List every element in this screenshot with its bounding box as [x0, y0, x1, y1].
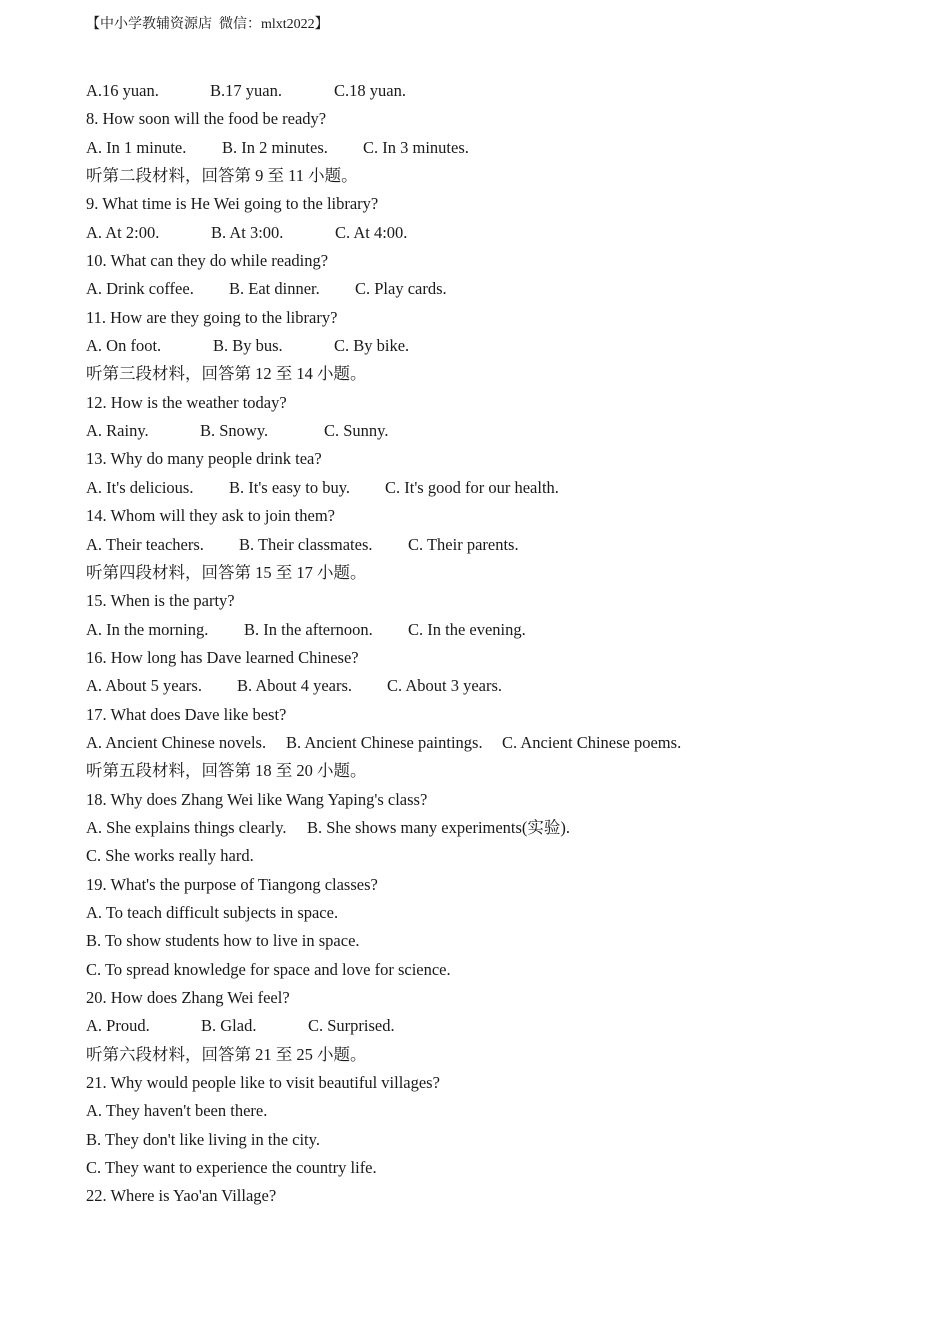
question-text: 8. How soon will the food be ready? [86, 109, 327, 129]
section-instruction: 听第六段材料，回答第 21 至 25 小题。 [86, 1044, 367, 1064]
answer-option: A. It's delicious. [86, 477, 194, 497]
answer-option: B. She shows many experiments(实验). [307, 817, 571, 837]
answer-options-row [86, 77, 681, 105]
question-text: 18. Why does Zhang Wei like Wang Yaping's class? [86, 789, 428, 809]
answer-option: A. Proud. [86, 1016, 150, 1036]
answer-option: A. Ancient Chinese novels. [86, 732, 267, 752]
answer-option: B. In the afternoon. [244, 619, 373, 639]
question-text: 20. How does Zhang Wei feel? [86, 988, 290, 1007]
answer-options-row [86, 332, 681, 360]
question-text: 9. What time is He Wei going to the library? [86, 194, 379, 214]
question-text: A. To teach difficult subjects in space. [86, 902, 339, 922]
question-text: C. She works really hard. [86, 846, 254, 866]
answer-options-row [86, 531, 681, 559]
question-text: 12. How is the weather today? [86, 392, 287, 412]
answer-option: B. It's easy to buy. [229, 477, 351, 497]
answer-option: B. Their classmates. [239, 534, 373, 554]
answer-option: A. On foot. [86, 336, 162, 356]
question-text: 19. What's the purpose of Tiangong classes? [86, 874, 378, 894]
answer-option: B. By bus. [213, 336, 283, 356]
question-text: 13. Why do many people drink tea? [86, 449, 322, 469]
answer-options-row [86, 134, 681, 162]
question-text: 14. Whom will they ask to join them? [86, 506, 335, 526]
answer-options-row [86, 814, 681, 842]
answer-option: C. Surprised. [308, 1016, 395, 1036]
answer-option: A. About 5 years. [86, 676, 202, 696]
answer-option: C. By bike. [334, 336, 410, 356]
question-text: 10. What can they do while reading? [86, 251, 329, 271]
answer-options-row [86, 672, 681, 700]
question-text: 16. How long has Dave learned Chinese? [86, 647, 359, 667]
answer-option: B. At 3:00. [211, 222, 284, 242]
question-text: B. To show students how to live in space. [86, 931, 360, 951]
answer-option: C. Play cards. [355, 279, 447, 299]
answer-option: C. In the evening. [408, 619, 526, 639]
answer-options-row [86, 1012, 681, 1040]
question-text: C. To spread knowledge for space and love for science. [86, 959, 451, 979]
answer-option: C. In 3 minutes. [363, 137, 469, 157]
answer-options-row [86, 219, 681, 247]
answer-option: B. Ancient Chinese paintings. [286, 732, 483, 752]
answer-option: A.16 yuan. [86, 81, 159, 100]
question-text: 11. How are they going to the library? [86, 307, 338, 327]
section-instruction: 听第三段材料，回答第 12 至 14 小题。 [86, 364, 367, 384]
answer-option: C. At 4:00. [335, 222, 408, 242]
question-text: A. They haven't been there. [86, 1101, 268, 1121]
answer-option: A. Their teachers. [86, 534, 204, 554]
question-text: C. They want to experience the country life. [86, 1158, 377, 1178]
section-instruction: 听第四段材料，回答第 15 至 17 小题。 [86, 562, 367, 582]
question-text: 22. Where is Yao'an Village? [86, 1186, 277, 1206]
answer-options-row [86, 275, 681, 303]
answer-option: A. Drink coffee. [86, 279, 194, 299]
answer-option: A. In 1 minute. [86, 137, 187, 157]
answer-option: B. In 2 minutes. [222, 137, 328, 157]
answer-option: C. Ancient Chinese poems. [502, 732, 682, 752]
answer-options-row [86, 474, 681, 502]
answer-option: B. Snowy. [200, 421, 269, 441]
answer-option: C. It's good for our health. [385, 477, 559, 497]
answer-options-row [86, 417, 681, 445]
section-instruction: 听第二段材料，回答第 9 至 11 小题。 [86, 166, 358, 186]
answer-option: B.17 yuan. [210, 81, 282, 100]
answer-option: C.18 yuan. [334, 81, 406, 100]
question-text: 15. When is the party? [86, 591, 235, 611]
answer-option: A. In the morning. [86, 619, 209, 639]
question-text: B. They don't like living in the city. [86, 1129, 320, 1149]
answer-option: B. Glad. [201, 1016, 257, 1036]
page-header: 【中小学教辅资源店 微信：mlxt2022】 [86, 17, 329, 32]
answer-options-row [86, 729, 681, 757]
answer-options-row [86, 616, 681, 644]
section-instruction: 听第五段材料，回答第 18 至 20 小题。 [86, 761, 367, 781]
answer-option: C. Their parents. [408, 534, 519, 554]
question-list [86, 77, 681, 1211]
answer-option: B. About 4 years. [237, 676, 353, 696]
question-text: 17. What does Dave like best? [86, 704, 287, 724]
answer-option: A. At 2:00. [86, 222, 160, 242]
answer-option: A. Rainy. [86, 421, 149, 441]
answer-option: A. She explains things clearly. [86, 817, 287, 837]
answer-option: B. Eat dinner. [229, 279, 320, 299]
answer-option: C. Sunny. [324, 421, 389, 441]
question-text: 21. Why would people like to visit beautiful villages? [86, 1073, 440, 1093]
answer-option: C. About 3 years. [387, 676, 503, 696]
